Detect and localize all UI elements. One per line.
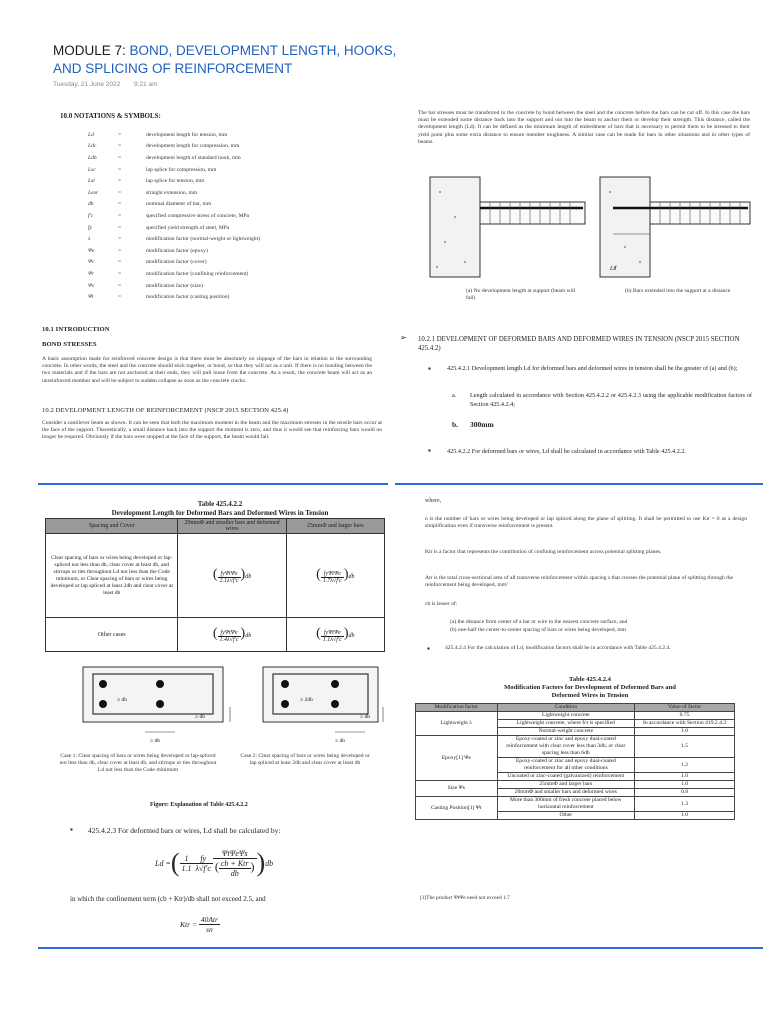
cantilever-diagrams — [425, 172, 755, 307]
notation-equals: = — [118, 270, 122, 277]
ktr-num: 40Atr — [200, 915, 218, 924]
value-cell: 1.0 — [635, 812, 735, 820]
factor-cell: Lightweight λ — [416, 712, 498, 736]
notation-row — [88, 175, 260, 187]
arrow-bullet-icon: ➢ — [400, 333, 407, 342]
notation-row — [88, 233, 260, 245]
where-label: where, — [425, 498, 442, 504]
notation-symbol: Ψs — [88, 282, 95, 289]
bullet-425-4-2-2: 425.4.2.2 For deformed bars or wires, Ld shall be calculated in accordance with Table 425.4.2.2. — [447, 448, 686, 455]
factor-cell: Size Ψs — [416, 781, 498, 797]
notation-equals: = — [118, 178, 122, 185]
notation-row — [88, 245, 260, 257]
notation-row — [88, 280, 260, 292]
figure-caption: Figure: Explanation of Table 425.4.2.2 — [150, 802, 248, 808]
table-row — [416, 781, 735, 789]
notation-equals: = — [118, 247, 122, 254]
bullet-icon: ▪ — [427, 644, 430, 653]
numerator: fyΨtΨe — [321, 630, 344, 637]
notation-equals: = — [118, 154, 122, 161]
table-row — [416, 712, 735, 720]
case2-diagram — [263, 667, 383, 732]
table422-title — [60, 500, 380, 517]
notation-symbol: f'c — [88, 212, 94, 219]
notation-symbol: Lext — [88, 189, 98, 196]
value-cell: 1.5 — [635, 736, 735, 758]
notation-equals: = — [118, 166, 122, 173]
notation-equals: = — [118, 201, 122, 208]
ld-equation: Ld = ( 1 1.1 fy λ√f'c ΨtΨeΨs ( cb + Ktr db ) ) db — [155, 848, 274, 878]
sec-10-2-1-heading: 10.2.1 DEVELOPMENT OF DEFORMED BARS AND DEFORMED WIRES IN TENSION (NSCP 2015 SECTION 425.4.2) — [418, 336, 740, 352]
item-b-label: b. — [452, 420, 459, 429]
ld-lhs: Ld = — [155, 858, 171, 868]
notation-row — [88, 129, 260, 141]
condition-cell: Other — [497, 812, 635, 820]
numerator: fyΨtΨe — [321, 571, 344, 578]
notation-symbol: Lst — [88, 178, 95, 185]
bond-transfer-paragraph: The bar stresses must be transferred to the concrete by bond between the steel and the concrete before the bars can be cut off. In this case the bars must be extended some distance back into the support and out into the beam to anchor them or develop their strength. This distance, called the development length (Ld). It can be defined as the minimum length of embedment of bars that is necessary to permit them to be stressed to their yield point plus some extra distance to ensure member toughness. A similar case can be made for bars in other situations and in other types of beams. — [418, 110, 750, 145]
condition-cell: Epoxy-coated or zinc and epoxy dual-coated reinforcement with clear cover less than 3db, or clear spacing less than 6db — [497, 736, 635, 758]
formula-r2c3: ( fyΨtΨe 1.1λ√f'c )db — [286, 618, 384, 652]
notation-description: modification factor (epoxy) — [146, 247, 208, 254]
condition-cell: More than 300mm of fresh concrete placed below horizontal reinforcement — [497, 797, 635, 812]
cb-item-a: (a) the distance from center of a bar or wire to the nearest concrete surface, and — [450, 619, 628, 625]
title-prefix: MODULE 7: — [53, 43, 130, 58]
bullet-icon: ▪ — [70, 825, 73, 834]
case1-db-bottom: ≥ db — [150, 738, 161, 744]
notation-symbol: Ψt — [88, 294, 94, 301]
bullet-icon: ▪ — [428, 446, 431, 455]
bullet-425-4-2-4: 425.4.2.4 For the calculation of Ld, modification factors shall be in accordance with Table 425.4.2.4. — [445, 645, 671, 651]
condition-cell: Lightweight concrete, where fct is specified — [497, 720, 635, 728]
col-20mm: 20mmΦ and smaller bars and deformed wires — [178, 519, 286, 534]
bond-stresses-heading: BOND STRESSES — [42, 341, 97, 348]
notation-row — [88, 222, 260, 234]
notation-row — [88, 187, 260, 199]
db-den: db — [230, 868, 239, 878]
col-spacing-cover: Spacing and Cover — [46, 519, 178, 534]
condition-cell: Uncoated or zinc-coated (galvanized) reinforcement — [497, 773, 635, 781]
case2-caption: Case 2: Clear spacing of bars or wires being developed or lap spliced at least 2db and clear cover at least db — [240, 753, 370, 767]
intro-paragraph: A basic assumption made for reinforced concrete design is that there must be absolutely no slippage of the bars in relation to the surrounding concrete. In other words, the steel and the concrete should stick together, or bond, so that they will act as a unit. If there is no bonding between the two materials and if the bars are not anchored at their ends, they will pull loose from the concrete. As a result, the concrete beam will act as an unreinforced member and will be subject to sudden collapse as soon as the concrete cracks. — [42, 356, 372, 384]
table424-title1: Table 425.4.2.4 — [569, 676, 611, 683]
notation-equals: = — [118, 131, 122, 138]
ktr-definition: Ktr is a factor that represents the contribution of confining reinforcement across potential splitting planes. — [425, 549, 662, 555]
notation-symbol: db — [88, 201, 94, 208]
notation-symbol: λ — [88, 236, 91, 243]
cantilever-paragraph: Consider a cantilever beam as shown. It can be seen that both the maximum moment in the beam and the maximum stresses in the tensile bars occur at the face of the support. Theoretically, a small distance back into the support the moment is zero, and thus it would see that reinforcing bars would no longer be required. Obviously if the bars were stopped at the face of the support, the beam would fail. — [42, 420, 382, 441]
case2-db-side: ≥ db — [360, 714, 371, 720]
factor-cell: Casting Position[1] Ψt — [416, 797, 498, 820]
notation-row — [88, 268, 260, 280]
table424-title — [440, 676, 740, 700]
ktr-equation — [180, 915, 220, 934]
notation-equals: = — [118, 236, 122, 243]
item-a-text: Length calculated in accordance with Section 425.4.2.2 or 425.4.2.3 using the applicable modification factors of Section 425.4.2.4; — [470, 392, 752, 408]
notation-description: nominal diameter of bar, mm — [146, 201, 212, 208]
value-cell: 0.75 — [635, 712, 735, 720]
case1-db-label: ≥ db — [117, 697, 128, 703]
fy: fy — [194, 854, 213, 864]
cb-ktr: cb + Ktr — [220, 858, 249, 868]
diagram-b — [600, 177, 750, 277]
notation-description: modification factor (casting position) — [146, 294, 230, 301]
notation-row — [88, 164, 260, 176]
notation-symbol: Ldc — [88, 143, 97, 150]
divider-bottom — [38, 947, 763, 949]
item-a-label: a. — [452, 392, 457, 399]
ktr-lhs: Ktr = — [180, 920, 197, 929]
notation-row — [88, 210, 260, 222]
notation-equals: = — [118, 212, 122, 219]
condition-cell: Epoxy-coated or zinc and epoxy dual-coated reinforcement for all other conditions — [497, 758, 635, 773]
notation-description: development length for compression, mm — [146, 143, 240, 150]
notation-symbol: Lsc — [88, 166, 96, 173]
condition-cell: 20mmΦ and smaller bars and deformed wires — [497, 789, 635, 797]
col-25mm: 25mmΦ and larger bars — [286, 519, 384, 534]
notation-row — [88, 199, 260, 211]
cb-item-b: (b) one-half the center-to-center spacing of bars or wires being developed, mm — [450, 627, 627, 633]
table-row — [416, 797, 735, 812]
divider-left — [38, 483, 388, 485]
db-symbol: db — [348, 633, 355, 640]
condition-cell: Normal-weight concrete — [497, 728, 635, 736]
value-cell: 1.2 — [635, 758, 735, 773]
diagram-a — [430, 177, 585, 277]
notation-row — [88, 291, 260, 303]
intro-heading: 10.1 INTRODUCTION — [42, 326, 110, 333]
value-cell: 1.3 — [635, 797, 735, 812]
case1-caption: Case 1: Clear spacing of bars or wires being developed or lap-spliced not less than db, clear cover at least db, and stirrups or ties throughout Ld not less than the Code minimum — [59, 753, 217, 774]
notation-row — [88, 152, 260, 164]
notation-row — [88, 141, 260, 153]
notation-description: specified compressive stress of concrete, MPa — [146, 212, 250, 219]
timestamp — [53, 81, 170, 88]
db-trailing: db — [265, 858, 274, 868]
time-text: 9:21 am — [134, 81, 158, 88]
denominator: 1.4λ√f'c — [219, 636, 239, 643]
col-value: Value of factor — [635, 704, 735, 712]
value-cell: 0.8 — [635, 789, 735, 797]
case1-db-side: ≥ db — [195, 714, 206, 720]
table-425-4-2-4 — [415, 703, 735, 820]
case1-diagram — [83, 667, 230, 732]
notation-equals: = — [118, 224, 122, 231]
caption-b: (b) Bars extended into the support at a distance — [625, 288, 731, 294]
one: 1 — [180, 854, 194, 864]
case2-db-bottom: ≥ db — [335, 738, 346, 744]
col-condition: Condition — [497, 704, 635, 712]
db-symbol: db — [245, 633, 252, 640]
notation-symbol: Ψr — [88, 270, 95, 277]
notation-description: lap splice for tension, mm — [146, 178, 205, 185]
divider-right — [395, 483, 763, 485]
notation-equals: = — [118, 259, 122, 266]
item-b-text: 300mm — [470, 420, 494, 429]
notation-description: specified yield strength of steel, MPa — [146, 224, 230, 231]
n-definition: n is the number of bars or wires being developed or lap spliced along the plane of splitting. It shall be permitted to use Ktr = 0 as a design simplification even if transverse reinforcement is present. — [425, 516, 747, 530]
value-cell: 1.0 — [635, 728, 735, 736]
notation-equals: = — [118, 189, 122, 196]
formula-r1c2: ( fyΨtΨe 2.1λ√f'c )db — [178, 534, 286, 618]
bullet-425-4-2-3: 425.4.2.3 For deformed bars or wires, Ld shall be calculated by: — [88, 826, 281, 835]
atr-definition: Atr is the total cross-sectional area of all transverse reinforcement within spacing s that crosses the potential plane of splitting through the reinforcement being developed, mm² — [425, 575, 734, 589]
value-cell: 1.0 — [635, 781, 735, 789]
col-modification-factor: Modification factor — [416, 704, 498, 712]
formula-r2c2: ( fyΨtΨe 1.4λ√f'c )db — [178, 618, 286, 652]
bullet-icon: ▪ — [428, 364, 431, 373]
denominator: 2.1λ√f'c — [219, 577, 239, 584]
notation-description: modification factor (normal-weight or lightweight) — [146, 236, 261, 243]
notation-description: modification factor (cover) — [146, 259, 207, 266]
notation-symbol: Ψc — [88, 259, 95, 266]
notation-symbol: Ldh — [88, 154, 97, 161]
lambda-sqrt: λ√f'c — [195, 863, 211, 873]
table424-footnote: [1]The product ΨtΨe need not exceed 1.7 — [420, 895, 510, 901]
dev-length-heading: 10.2 DEVELOPMENT LENGTH OF REINFORCEMENT (NSCP 2015 SECTION 425.4) — [42, 407, 289, 414]
db-symbol: db — [245, 574, 252, 581]
caption-a: (a) No development length at support (beam will fail) — [466, 288, 576, 302]
notation-row — [88, 257, 260, 269]
table422-title2: Development Length for Deformed Bars and Deformed Wires in Tension — [111, 508, 329, 517]
notation-description: development length for tension, mm — [146, 131, 228, 138]
condition-cell: Lightweight concrete — [497, 712, 635, 720]
notations-list — [88, 129, 260, 303]
notation-description: modification factor (size) — [146, 282, 203, 289]
case2-2db-label: ≥ 2db — [300, 697, 313, 703]
value-cell: 1.0 — [635, 773, 735, 781]
notation-description: modification factor (confining reinforcement) — [146, 270, 249, 277]
factor-cell: Epoxy[1] Ψe — [416, 736, 498, 781]
bullet-425-4-2-1: 425.4.2.1 Development length Ld for deformed bars and deformed wires in tension shall be the greater of (a) and (b); — [447, 365, 738, 372]
notation-description: straight extension, mm — [146, 189, 198, 196]
notation-symbol: Ψe — [88, 247, 95, 254]
page-title — [53, 42, 413, 78]
notation-equals: = — [118, 143, 122, 150]
notation-equals: = — [118, 294, 122, 301]
title-main: BOND, DEVELOPMENT LENGTH, HOOKS, AND SPLICING OF REINFORCEMENT — [53, 43, 397, 76]
value-cell: In accordance with Section 419.2.4.3 — [635, 720, 735, 728]
ktr-den: sn — [206, 925, 213, 934]
notations-table — [88, 129, 260, 303]
numerator: fyΨtΨe — [218, 630, 241, 637]
table422-title1: Table 425.4.2.2 — [197, 500, 243, 508]
notation-description: development length of standard hook, mm — [146, 154, 241, 161]
ld-label: Ld — [610, 266, 617, 272]
confinement-text: in which the confinement term (cb + Ktr)/db shall not exceed 2.5, and — [70, 895, 266, 903]
notation-symbol: Ld — [88, 131, 94, 138]
db-symbol: db — [348, 574, 355, 581]
row1-condition: Clear spacing of bars or wires being developed or lap-spliced not less than db, clear cover at least db, and stirrups or ties throughout Ld not less than the Code minimum, or Clear spacing of bars or wires being developed or lap spliced at least 2db and clear cover at least db — [46, 534, 178, 618]
notation-symbol: fy — [88, 224, 93, 231]
table-425-4-2-2 — [45, 518, 385, 652]
table-row — [416, 736, 735, 758]
date-text: Tuesday, 21 June 2022 — [53, 81, 121, 88]
formula-r1c3: ( fyΨtΨe 1.7λ√f'c )db — [286, 534, 384, 618]
notations-heading: 10.0 NOTATIONS & SYMBOLS: — [60, 112, 161, 120]
one-one: 1.1 — [181, 863, 192, 873]
row2-condition: Other cases — [46, 618, 178, 652]
denominator: 1.1λ√f'c — [322, 636, 342, 643]
condition-cell: 25mmΦ and larger bars — [497, 781, 635, 789]
table424-title2: Modification Factors for Development of Deformed Bars and Deformed Wires in Tension — [504, 684, 676, 699]
notation-description: lap splice for compression, mm — [146, 166, 217, 173]
psi-product: ΨtΨeΨs — [213, 849, 257, 859]
notation-equals: = — [118, 282, 122, 289]
denominator: 1.7λ√f'c — [322, 577, 342, 584]
cb-definition: cb is lesser of: — [425, 601, 458, 607]
numerator: fyΨtΨe — [218, 571, 241, 578]
